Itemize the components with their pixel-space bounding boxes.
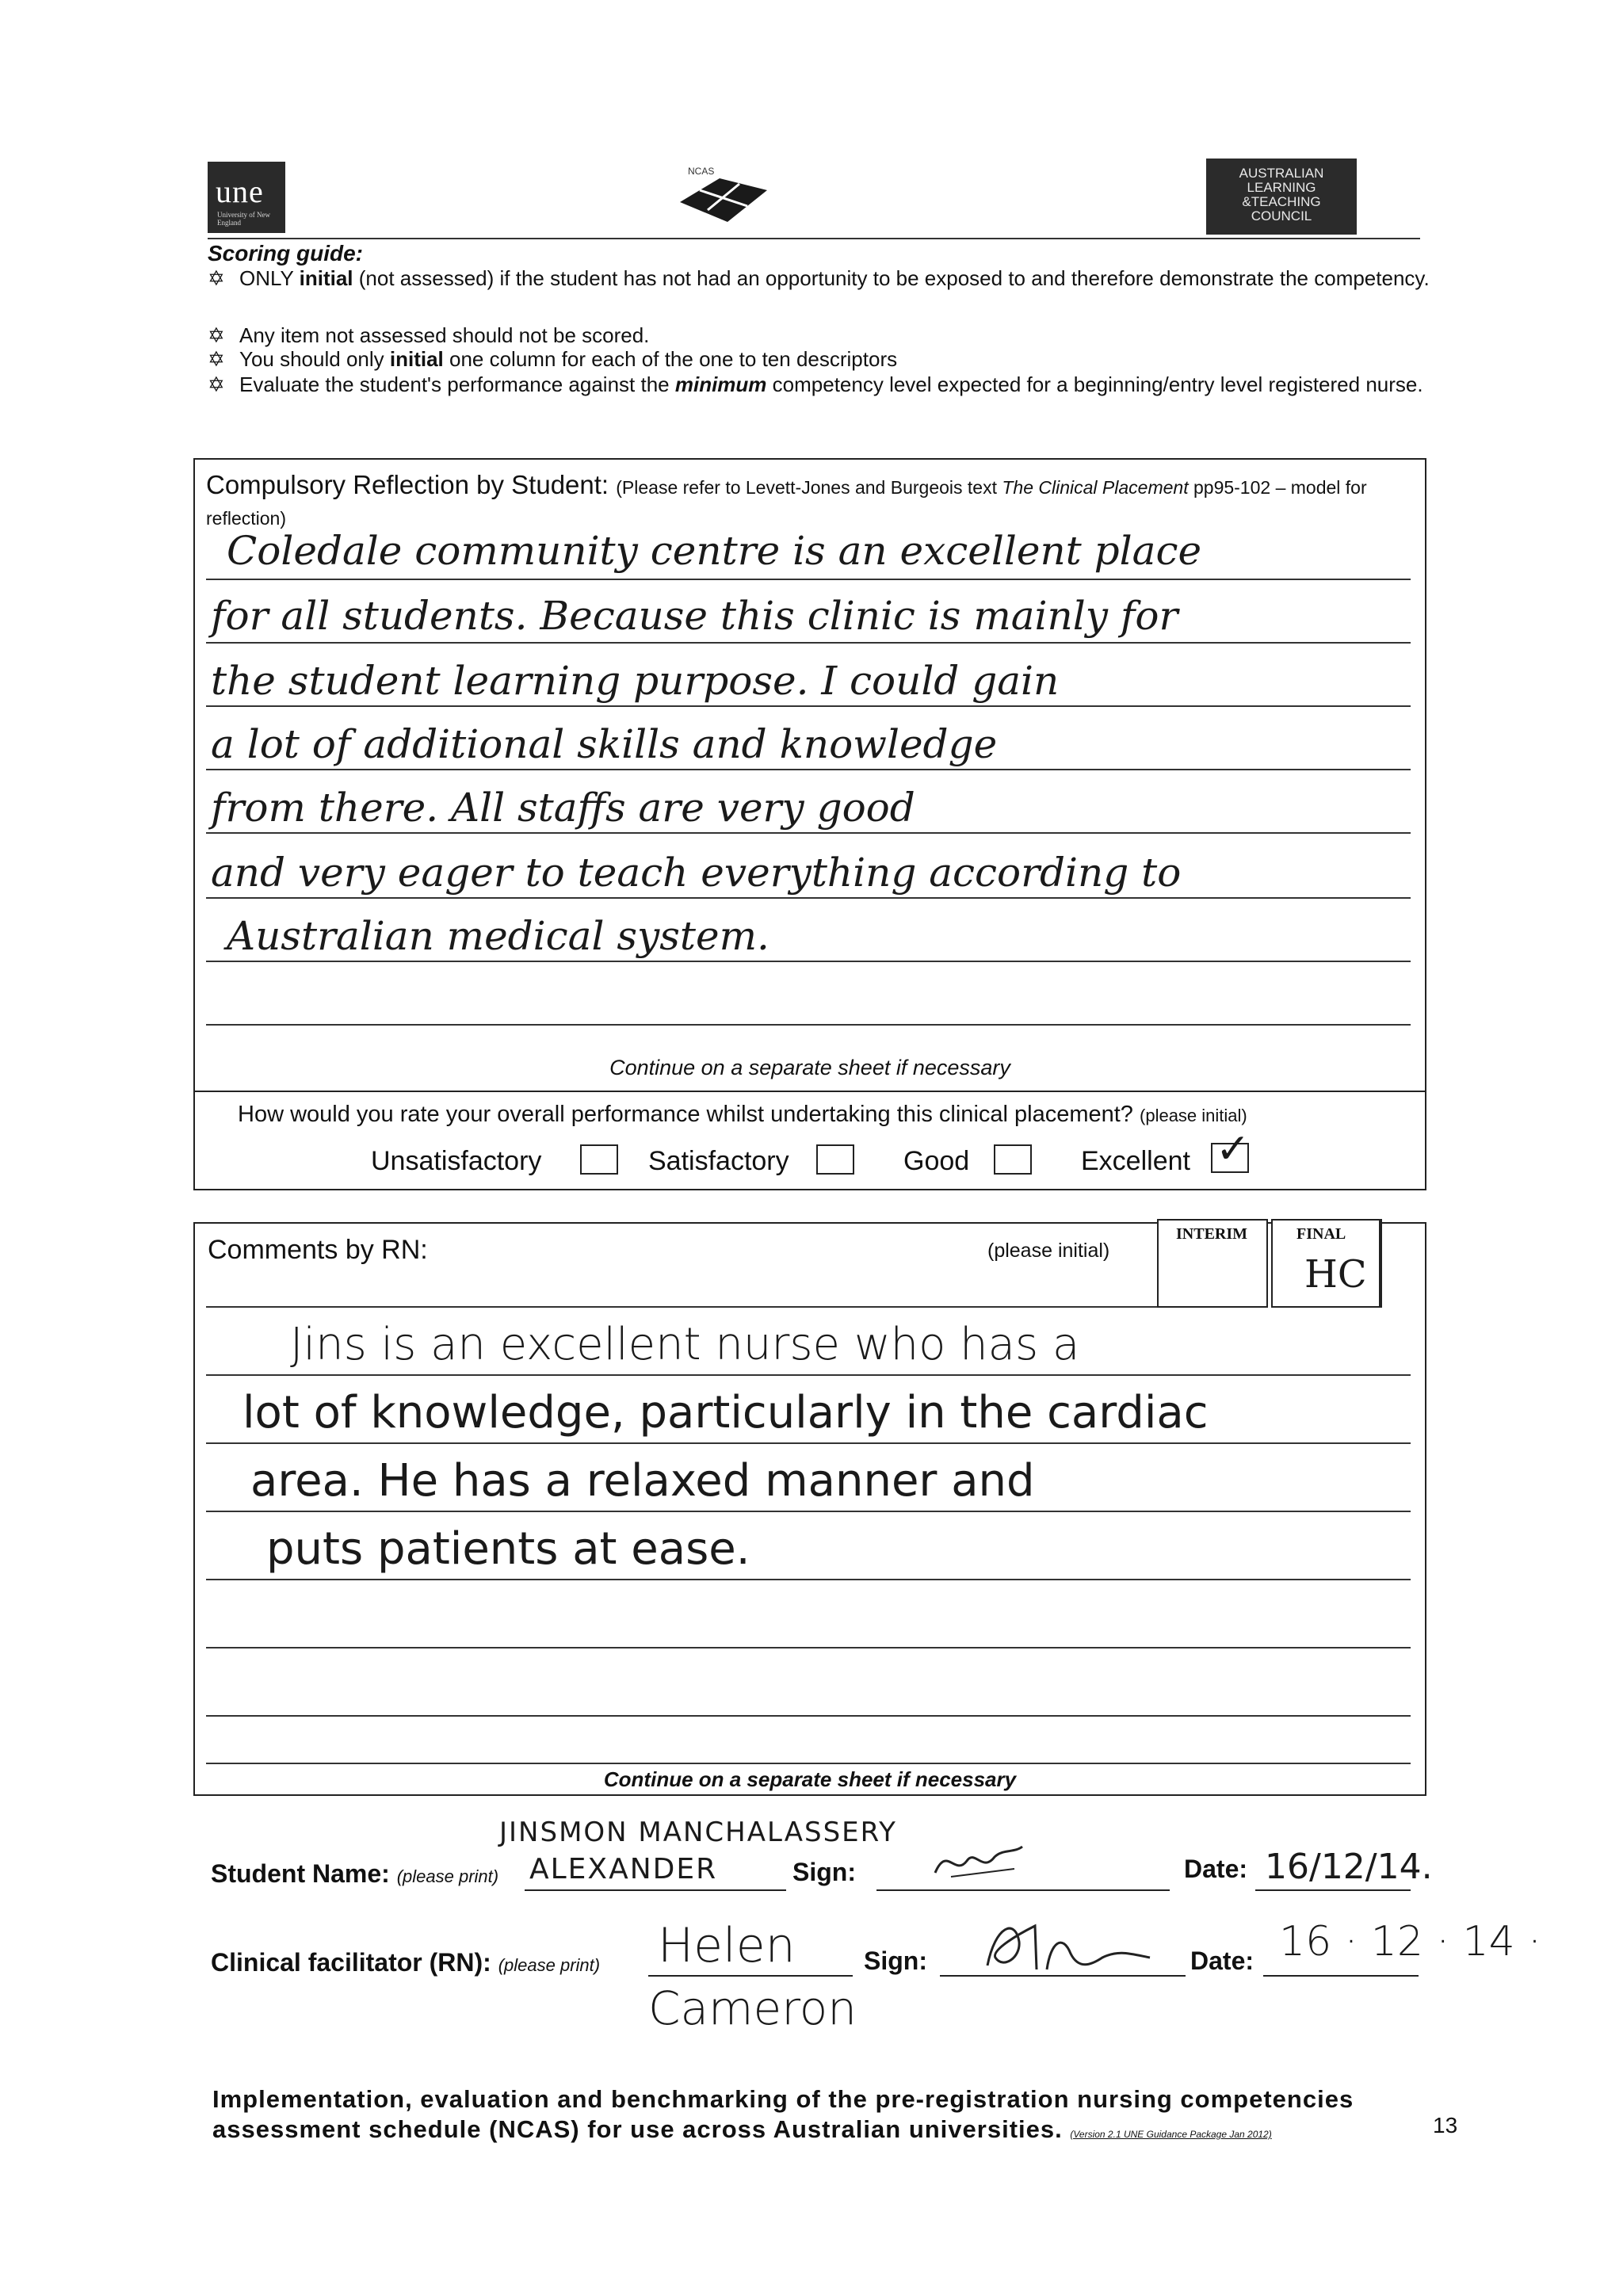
rating-excellent-checkbox[interactable]	[1211, 1125, 1251, 1173]
reflection-handwritten-line: for all students. Because this clinic is mainly for	[211, 593, 1178, 639]
writing-line	[206, 897, 1411, 899]
rating-satisfactory-checkbox[interactable]	[816, 1144, 854, 1175]
reflection-handwritten-line: Coledale community centre is an excellent place	[227, 528, 1202, 574]
rating-option-satisfactory-label: Satisfactory	[648, 1146, 789, 1176]
facilitator-name-line-2: Cameron	[648, 1981, 857, 2035]
reflection-handwritten-line: the student learning purpose. I could gain	[211, 658, 1060, 704]
writing-line	[206, 832, 1411, 834]
ncas-logo-text: NCAS	[688, 166, 715, 177]
student-print-note: (please print)	[396, 1866, 499, 1886]
writing-line	[206, 642, 1411, 644]
header-divider	[208, 238, 1420, 239]
writing-line	[206, 1306, 1157, 1308]
writing-line	[206, 1442, 1411, 1444]
footer-title-line-2: assessment schedule (NCAS) for use across Australian universities.	[212, 2115, 1063, 2143]
student-date-value: 16/12/14.	[1265, 1847, 1433, 1887]
facilitator-date-value: 16 · 12 · 14 ·	[1279, 1918, 1541, 1966]
rating-unsatisfactory-checkbox[interactable]	[580, 1144, 618, 1175]
student-name-label-row	[211, 1859, 498, 1889]
rating-question: How would you rate your overall performance whilst undertaking this clinical placement?	[238, 1102, 1133, 1127]
altc-line-2: LEARNING	[1247, 180, 1316, 195]
overall-rating-section	[193, 1091, 1426, 1190]
final-initial-cell[interactable]	[1271, 1219, 1381, 1308]
student-name-field[interactable]	[525, 1889, 786, 1891]
reflection-heading: Compulsory Reflection by Student:	[206, 470, 609, 499]
reflection-handwritten-line: Australian medical system.	[227, 913, 769, 959]
compass-rose-bullet-icon: ✡	[208, 266, 225, 290]
rn-handwritten-line: lot of knowledge, particularly in the cardiac	[242, 1387, 1209, 1438]
writing-line	[206, 1715, 1411, 1717]
rn-comments-section	[193, 1222, 1426, 1796]
check-mark-icon: ✓	[1216, 1125, 1251, 1173]
ncas-diamond-icon	[672, 159, 775, 230]
writing-line	[206, 579, 1411, 580]
facilitator-signature-scribble	[972, 1910, 1162, 1981]
interim-initial-cell[interactable]	[1157, 1219, 1268, 1308]
footer-title-line-2-row	[212, 2115, 1354, 2149]
altc-line-3: &TEACHING	[1242, 194, 1321, 209]
footer-version-ref: (Version 2.1 UNE Guidance Package Jan 2012)	[1070, 2129, 1272, 2140]
une-logo-subtext: University of New England	[217, 211, 270, 227]
footer-title-line-1: Implementation, evaluation and benchmarking of the pre-registration nursing competencies	[212, 2085, 1354, 2113]
rating-question-row	[238, 1102, 1247, 1128]
facilitator-name-line-1: Helen	[658, 1918, 796, 1973]
student-signature-scribble	[927, 1837, 1030, 1885]
facilitator-date-label: Date:	[1190, 1946, 1254, 1975]
rating-option-good-label: Good	[903, 1146, 970, 1176]
une-logo	[208, 162, 285, 233]
student-date-label: Date:	[1184, 1855, 1248, 1883]
page-number: 13	[1433, 2113, 1458, 2137]
facilitator-print-note: (please print)	[498, 1955, 601, 1975]
writing-line	[206, 769, 1411, 770]
altc-line-1: AUSTRALIAN	[1239, 166, 1324, 181]
rating-initial-note: (please initial)	[1140, 1106, 1247, 1125]
une-logo-text: une	[216, 174, 264, 209]
facilitator-name-field[interactable]	[648, 1975, 853, 1977]
writing-line	[206, 705, 1411, 707]
rn-continue-note: Continue on a separate sheet if necessary	[603, 1767, 1017, 1791]
writing-line	[206, 1374, 1411, 1376]
reflection-heading-row	[206, 471, 1411, 533]
reflection-section	[193, 458, 1426, 1092]
compass-rose-bullet-icon: ✡	[208, 372, 225, 396]
rating-good-checkbox[interactable]	[994, 1144, 1032, 1175]
altc-line-4: COUNCIL	[1251, 208, 1312, 223]
facilitator-label-row	[211, 1948, 600, 1977]
facilitator-date-field[interactable]	[1263, 1975, 1419, 1977]
student-date-field[interactable]	[1255, 1889, 1411, 1891]
compass-rose-bullet-icon: ✡	[208, 323, 225, 347]
reflection-continue-note: Continue on a separate sheet if necessary	[609, 1056, 1010, 1079]
rn-handwritten-line: puts patients at ease.	[266, 1523, 750, 1575]
student-sign-field[interactable]	[876, 1889, 1170, 1891]
interim-label: INTERIM	[1176, 1225, 1248, 1243]
rating-option-excellent-label: Excellent	[1081, 1146, 1190, 1176]
writing-line	[206, 1579, 1411, 1580]
compass-rose-bullet-icon: ✡	[208, 347, 225, 371]
student-name-line-1: JINSMON MANCHALASSERY	[499, 1817, 897, 1848]
reflection-handwritten-line: and very eager to teach everything according to	[211, 850, 1182, 896]
reflection-note: (Please refer to Levett-Jones and Burgeois text The Clinical Placement pp95-102 – model for reflection)	[206, 477, 1367, 529]
facilitator-sign-label: Sign:	[864, 1946, 927, 1975]
student-sign-label: Sign:	[792, 1858, 856, 1886]
writing-line	[206, 1024, 1411, 1026]
writing-line	[206, 1647, 1411, 1648]
facilitator-label: Clinical facilitator (RN):	[211, 1948, 491, 1977]
rn-handwritten-line: area. He has a relaxed manner and	[250, 1455, 1035, 1507]
writing-line	[206, 1763, 1411, 1764]
student-name-label: Student Name:	[211, 1859, 390, 1888]
student-name-line-2: ALEXANDER	[529, 1853, 718, 1885]
cell-edge	[1381, 1219, 1428, 1308]
writing-line	[206, 1511, 1411, 1512]
rn-comments-heading: Comments by RN:	[208, 1235, 428, 1265]
scoring-guide-title: Scoring guide:	[208, 241, 363, 266]
footer-title	[212, 2084, 1354, 2149]
rn-initial-note: (please initial)	[987, 1240, 1110, 1262]
final-label: FINAL	[1296, 1225, 1346, 1243]
rn-handwritten-line: Jins is an excellent nurse who has a	[290, 1319, 1080, 1370]
final-initials: HC	[1304, 1252, 1367, 1297]
reflection-handwritten-line: a lot of additional skills and knowledge	[211, 721, 998, 767]
reflection-handwritten-line: from there. All staffs are very good	[211, 785, 915, 831]
writing-line	[206, 961, 1411, 962]
altc-logo	[1206, 159, 1357, 235]
ncas-logo	[672, 159, 775, 230]
rating-option-unsatisfactory-label: Unsatisfactory	[371, 1146, 542, 1176]
